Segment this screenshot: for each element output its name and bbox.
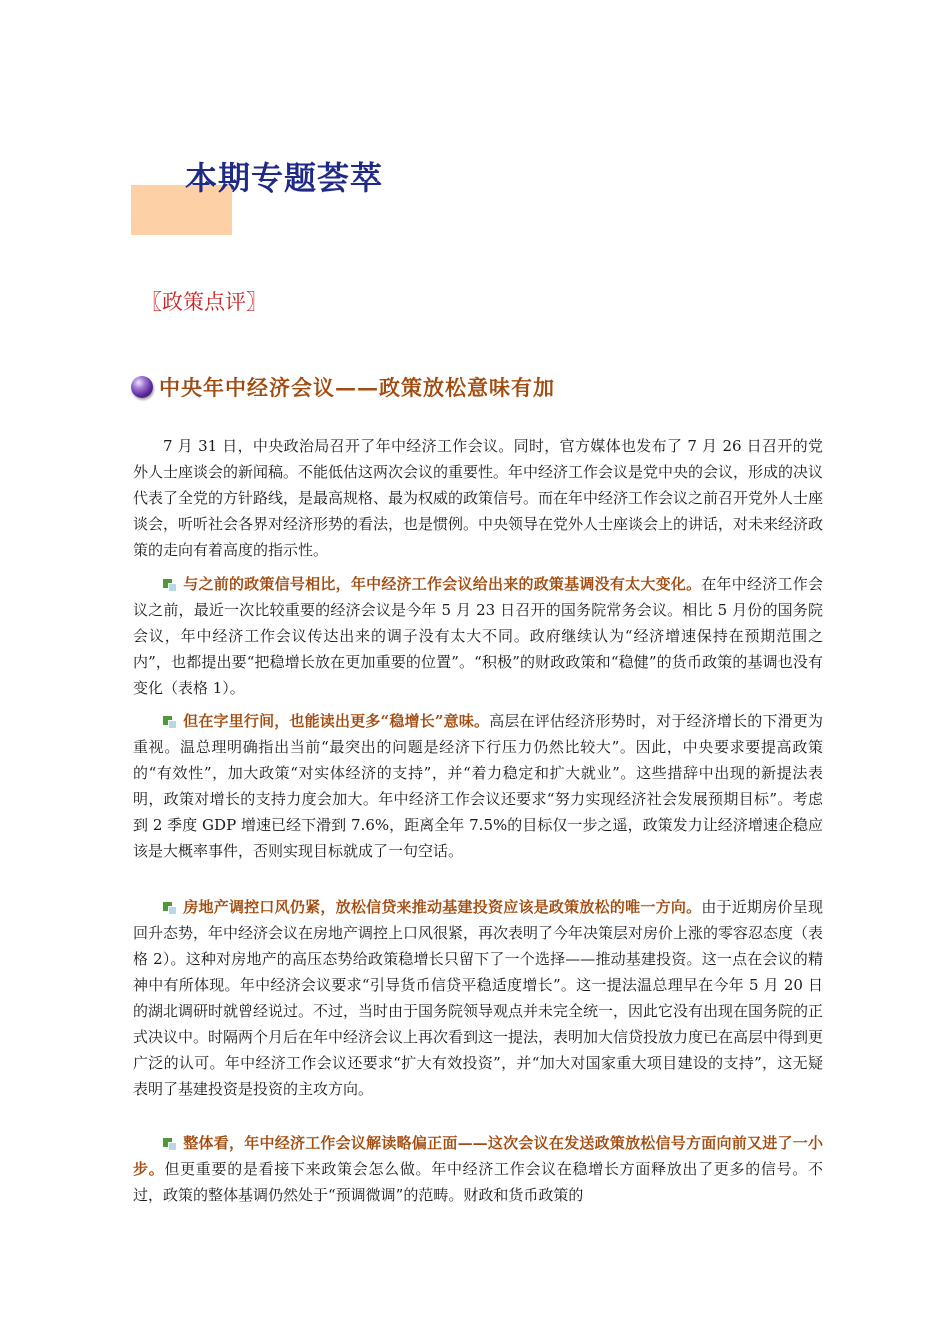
- point-text: 由于近期房价呈现回升态势，年中经济会议在房地产调控上口风很紧，再次表明了今年决策层对房价上涨的零容忍态度（表格 2）。这种对房地产的高压态势给政策稳增长只留下了一个选择——推动基建投资。这一点在会议的精神中有所体现。年中经济会议要求“引导货币信贷平稳适度增长”。这一提法温总理早在今年 5 月 20 日的湖北调研时就曾经说过。不过，当时由于国务院领导观点并未完全统一，因此它没有出现在国务院的正式决议中。时隔两个月后在年中经济会议上再次看到这一提法，表明加大信贷投放力度已在高层中得到更广泛的认可。年中经济工作会议还要求“扩大有效投资”，并“加大对国家重大项目建设的支持”，这无疑表明了基建投资是投资的主攻方向。: [133, 898, 824, 1098]
- green-blue-squares-icon: [163, 901, 175, 913]
- point-lead: 但在字里行间，也能读出更多“稳增长”意味。: [183, 712, 490, 730]
- point-lead: 整体看，年中经济工作会议解读略偏正面——这次会议在发送政策放松信号方面向前又进了一小步。: [133, 1134, 823, 1178]
- green-blue-squares-icon: [163, 1137, 175, 1149]
- green-blue-squares-icon: [163, 578, 175, 590]
- point-paragraph-4: [133, 1130, 823, 1208]
- page-title: 本期专题荟萃: [185, 159, 384, 197]
- purple-sphere-icon: [131, 376, 153, 398]
- section-label: 〖政策点评〗: [141, 290, 267, 314]
- article-heading: [131, 372, 555, 402]
- point-text: 但更重要的是看接下来政策会怎么做。年中经济工作会议在稳增长方面释放出了更多的信号。不过，政策的整体基调仍然处于“预调微调”的范畴。财政和货币政策的: [133, 1160, 823, 1204]
- intro-text: 7 月 31 日，中央政治局召开了年中经济工作会议。同时，官方媒体也发布了 7 月 26 日召开的党外人士座谈会的新闻稿。不能低估这两次会议的重要性。年中经济工作会议是党中央的会议，形成的决议代表了全党的方针路线，是最高规格、最为权威的政策信号。而在年中经济工作会议之前召开党外人士座谈会，听听社会各界对经济形势的看法，也是惯例。中央领导在党外人士座谈会上的讲话，对未来经济政策的走向有着高度的指示性。: [133, 437, 824, 559]
- point-lead: 与之前的政策信号相比，年中经济工作会议给出来的政策基调没有太大变化。: [183, 575, 702, 593]
- point-paragraph-1: [133, 571, 823, 701]
- article-intro-paragraph: [133, 433, 823, 563]
- point-text: 在年中经济工作会议之前，最近一次比较重要的经济会议是今年 5 月 23 日召开的国务院常务会议。相比 5 月份的国务院会议，年中经济工作会议传达出来的调子没有太大不同。政府继续认为“经济增速保持在预期范围之内”，也都提出要“把稳增长放在更加重要的位置”。“积极”的财政政策和“稳健”的货币政策的基调也没有变化（表格 1）。: [133, 575, 823, 697]
- point-paragraph-2: [133, 708, 823, 864]
- green-blue-squares-icon: [163, 715, 175, 727]
- point-text: 高层在评估经济形势时，对于经济增长的下滑更为重视。温总理明确指出当前“最突出的问题是经济下行压力仍然比较大”。因此，中央要求要提高政策的“有效性”，加大政策“对实体经济的支持”，并“着力稳定和扩大就业”。这些措辞中出现的新提法表明，政策对增长的支持力度会加大。年中经济工作会议还要求“努力实现经济社会发展预期目标”。考虑到 2 季度 GDP 增速已经下滑到 7.6%，距离全年 7.5%的目标仅一步之遥，政策发力让经济增速企稳应该是大概率事件，否则实现目标就成了一句空话。: [133, 712, 823, 860]
- article-title: 中央年中经济会议——政策放松意味有加: [159, 375, 555, 400]
- point-lead: 房地产调控口风仍紧，放松信贷来推动基建投资应该是政策放松的唯一方向。: [183, 898, 702, 916]
- point-paragraph-3: [133, 894, 823, 1102]
